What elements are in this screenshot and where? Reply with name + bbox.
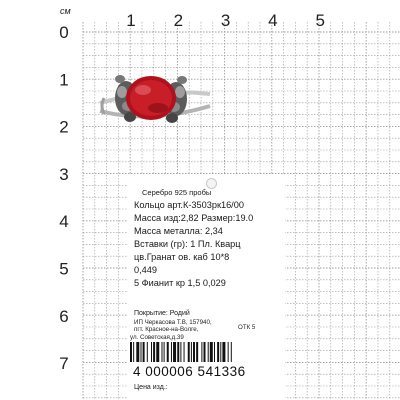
ruler-y-label: 2 [59, 117, 69, 137]
ruler-y-labels [59, 23, 68, 373]
tag-inserts-3: 0,449 [134, 265, 157, 275]
price-tag [128, 175, 285, 400]
ruler-x-label: 1 [126, 11, 136, 30]
tag-price-label: Цена изд.: [134, 384, 168, 391]
tag-metal-mass: Масса металла: 2,34 [134, 226, 223, 236]
ruler-x-label: 3 [220, 11, 231, 30]
tag-inserts-4: 5 Фианит кр 1,5 0,029 [134, 278, 226, 288]
tag-maker-3: ул. Советская,д.39 [130, 334, 184, 341]
tag-article: Кольцо арт.К-3503рк16/00 [134, 200, 244, 210]
ruler-unit-label: см [60, 6, 71, 16]
ruler-y-label: 0 [59, 23, 69, 42]
tag-otk: ОТК 5 [238, 324, 256, 331]
tag-mass-size: Масса изд:2,82 Размер:19.0 [134, 213, 254, 223]
ruler-x-label: 4 [268, 11, 278, 30]
ruler-y-label: 4 [59, 212, 69, 232]
ruler-x-label: 5 [315, 11, 325, 30]
tag-maker-2: пгт. Красное-на-Волге, [134, 326, 199, 333]
barcode-image [128, 342, 273, 362]
ruler-y-label: 3 [59, 164, 69, 184]
ruler-x-label: 2 [173, 11, 184, 30]
ruler-y-label: 1 [59, 70, 69, 90]
tag-title: Серебро 925 пробы [142, 188, 212, 197]
ruler-y-label: 6 [59, 306, 69, 326]
ruler-y-label: 7 [59, 354, 69, 374]
tag-inserts-2: цв.Гранат ов. каб 10*8 [134, 252, 230, 262]
tag-maker-1: ИП Черкасова Т.В, 157940, [134, 319, 212, 326]
ring-image [100, 75, 210, 123]
ruler-x-labels [126, 11, 325, 30]
tag-coating: Покрытие: Родий [134, 310, 190, 317]
barcode-number: 4 000006 541336 [133, 364, 246, 379]
tag-inserts: Вставки (гр): 1 Пл. Кварц [134, 239, 241, 249]
ruler-y-label: 5 [59, 259, 69, 279]
